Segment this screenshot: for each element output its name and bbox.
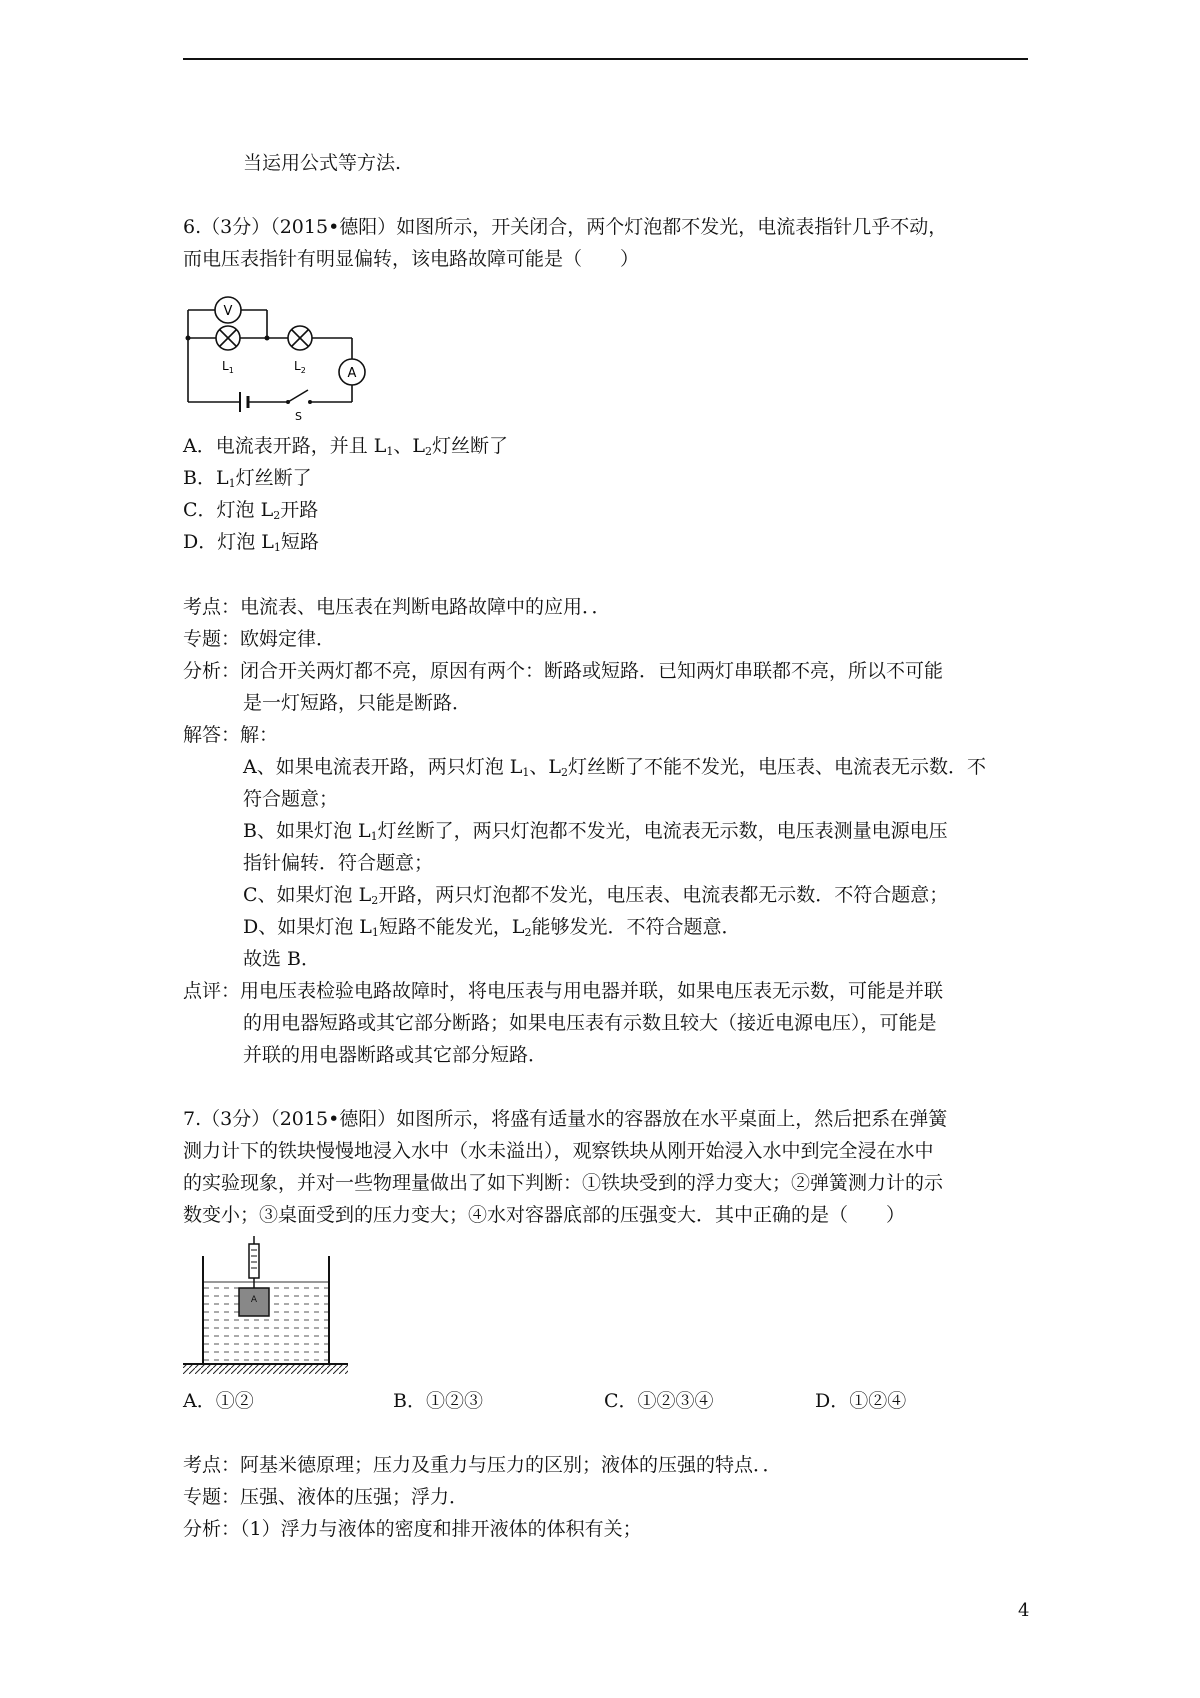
q7-buoyancy-diagram (183, 1236, 348, 1378)
q7-stem-line2: 测力计下的铁块慢慢地浸入水中（水未溢出），观察铁块从刚开始浸入水中到完全浸在水中 (183, 1140, 934, 1162)
page-number: 4 (1018, 1600, 1030, 1621)
q6-fenxi: 分析：闭合开关两灯都不亮，原因有两个：断路或短路．已知两灯串联都不亮，所以不可能 (183, 660, 944, 682)
q6-option-a: A．电流表开路，并且 $L_1$、$L_2$灯丝断了 (183, 435, 509, 458)
q6-option-d: D．灯泡 $L_1$短路 (183, 531, 319, 554)
lamp2-label: $L_2$ (294, 359, 306, 375)
intro-tail: 当运用公式等方法. (243, 152, 402, 174)
header-rule (183, 58, 1028, 60)
q6-jieda: 解答：解： (183, 724, 279, 746)
q6-jieda-d: D、如果灯泡 $L_1$短路不能发光，$L_2$能够发光．不符合题意． (243, 916, 741, 939)
q7-option-d: D．①②④ (815, 1390, 907, 1412)
q6-fenxi-cont: 是一灯短路，只能是断路． (243, 692, 472, 714)
q7-kaodian: 考点：阿基米德原理；压力及重力与压力的区别；液体的压强的特点．． (183, 1454, 782, 1476)
q6-dianping-cont2: 并联的用电器断路或其它部分短路． (243, 1044, 548, 1066)
q7-stem-line1: 7.（3分）（2015•德阳）如图所示，将盛有适量水的容器放在水平桌面上，然后把系在弹簧 (183, 1108, 948, 1130)
q6-jieda-b-cont: 指针偏转．符合题意； (243, 852, 434, 874)
q6-dianping-cont1: 的用电器短路或其它部分断路；如果电压表有示数且较大（接近电源电压），可能是 (243, 1012, 937, 1034)
q6-dianping: 点评：用电压表检验电路故障时，将电压表与用电器并联，如果电压表无示数，可能是并联 (183, 980, 944, 1002)
q6-kaodian: 考点：电流表、电压表在判断电路故障中的应用．． (183, 596, 611, 618)
q7-option-c: C．①②③④ (604, 1390, 714, 1412)
q6-circuit-diagram (180, 282, 370, 422)
lamp1-label: $L_1$ (222, 359, 234, 375)
q7-option-a: A．①② (183, 1390, 254, 1412)
voltmeter-label: V (223, 304, 233, 319)
q7-option-b: B．①②③ (393, 1390, 483, 1412)
block-label: A (250, 1295, 258, 1305)
q7-zhuanti: 专题：压强、液体的压强；浮力． (183, 1486, 469, 1508)
q6-jieda-c: C、如果灯泡 $L_2$开路，两只灯泡都不发光，电压表、电流表都无示数．不符合题意； (243, 884, 949, 907)
q6-zhuanti: 专题：欧姆定律． (183, 628, 336, 650)
q6-jieda-a: A、如果电流表开路，两只灯泡 $L_1$、$L_2$灯丝断了不能不发光，电压表、电流表无示数．不 (243, 756, 987, 779)
q6-option-b: B．$L_1$灯丝断了 (183, 467, 312, 490)
q6-option-c: C．灯泡 $L_2$开路 (183, 499, 319, 522)
q6-stem-line1: 6.（3分）（2015•德阳）如图所示，开关闭合，两个灯泡都不发光，电流表指针几乎不动， (183, 216, 948, 238)
switch-label: S (295, 410, 302, 422)
q6-jieda-a-cont: 符合题意； (243, 788, 339, 810)
q7-fenxi: 分析：（1）浮力与液体的密度和排开液体的体积有关； (183, 1518, 642, 1540)
q7-stem-line4: 数变小；③桌面受到的压力变大；④水对容器底部的压强变大．其中正确的是（ ） (183, 1204, 906, 1226)
q6-jieda-answer: 故选 B． (243, 948, 321, 970)
q6-jieda-b: B、如果灯泡 $L_1$灯丝断了，两只灯泡都不发光，电流表无示数，电压表测量电源电压 (243, 820, 948, 843)
q7-stem-line3: 的实验现象，并对一些物理量做出了如下判断：①铁块受到的浮力变大；②弹簧测力计的示 (183, 1172, 944, 1194)
q6-stem-line2: 而电压表指针有明显偏转，该电路故障可能是（ ） (183, 248, 640, 270)
ammeter-label: A (347, 366, 357, 381)
